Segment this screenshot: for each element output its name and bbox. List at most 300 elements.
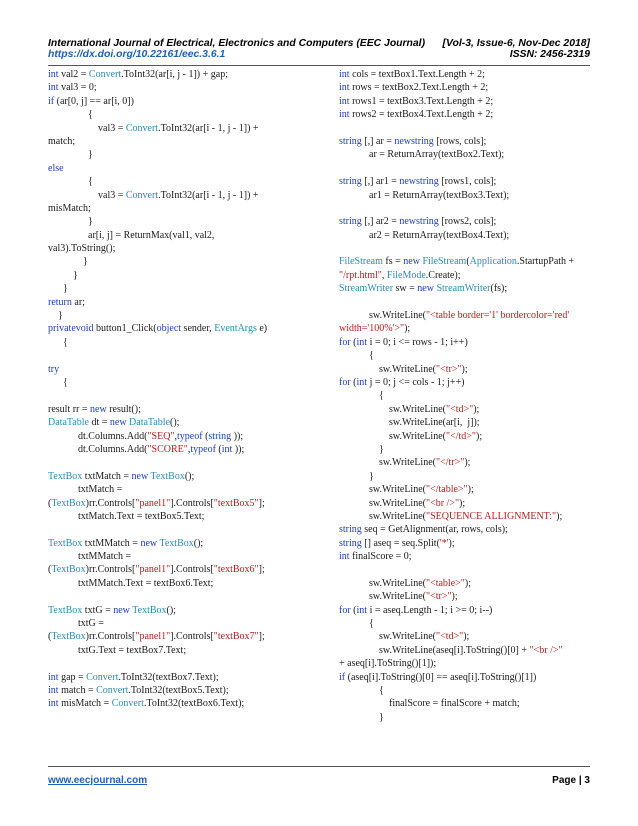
code-token: "SEQ" bbox=[147, 430, 175, 442]
code-line bbox=[339, 630, 609, 643]
code-token: sw.WriteLine( bbox=[339, 403, 446, 415]
code-token: } bbox=[48, 269, 78, 281]
journal-name: International Journal of Electrical, Electronics and Computers (EEC Journal) bbox=[48, 38, 426, 49]
code-token: new bbox=[403, 256, 420, 268]
code-token: finalScore = 0; bbox=[352, 551, 412, 563]
code-token: , bbox=[187, 443, 191, 455]
code-token: val3 = 0; bbox=[61, 82, 97, 94]
code-line bbox=[48, 309, 318, 322]
code-token: int bbox=[48, 69, 59, 80]
code-line bbox=[48, 349, 318, 362]
code-token: new bbox=[417, 283, 434, 295]
code-token: txtMatch = bbox=[48, 484, 123, 496]
code-line bbox=[48, 510, 318, 523]
code-token: ); bbox=[475, 430, 483, 442]
code-token: for bbox=[339, 376, 351, 388]
code-token: { bbox=[48, 336, 68, 348]
code-token: DataTable bbox=[129, 417, 170, 429]
journal-website-link[interactable]: www.eecjournal.com bbox=[48, 775, 148, 786]
code-token: sender, bbox=[183, 323, 215, 335]
code-token: (); bbox=[166, 604, 176, 616]
code-line bbox=[339, 456, 609, 469]
footer-rule bbox=[48, 766, 590, 767]
code-token: } bbox=[339, 711, 384, 723]
code-line bbox=[48, 81, 318, 94]
code-line bbox=[48, 389, 318, 402]
code-token: "</table>" bbox=[425, 484, 468, 496]
code-token: )rr.Controls[ bbox=[85, 497, 136, 509]
code-token: (); bbox=[193, 537, 204, 549]
code-token: txtMMatch = bbox=[48, 551, 132, 563]
code-line bbox=[339, 242, 609, 255]
code-token: } bbox=[48, 310, 63, 322]
code-line bbox=[48, 697, 318, 710]
code-token: (ar[0, j] == ar[i, 0]) bbox=[56, 95, 134, 107]
code-token: seq = GetAlignment(ar, rows, cols); bbox=[364, 524, 508, 536]
code-line bbox=[339, 697, 609, 710]
code-line bbox=[339, 363, 609, 376]
code-token: FileMode bbox=[386, 269, 426, 281]
code-token: result rr = bbox=[48, 403, 91, 415]
code-token: [rows2, cols]; bbox=[441, 216, 497, 228]
code-token: ]; bbox=[258, 631, 265, 643]
code-token: ( bbox=[353, 336, 357, 348]
code-token: "panel1" bbox=[135, 631, 171, 643]
code-token: string bbox=[339, 176, 362, 188]
code-line bbox=[48, 189, 318, 202]
code-token: [rows1, cols]; bbox=[441, 176, 497, 188]
code-line bbox=[48, 229, 318, 242]
code-token: txtG = bbox=[48, 618, 104, 630]
code-token: ); bbox=[467, 484, 474, 496]
code-line bbox=[339, 336, 609, 349]
code-token: ); bbox=[556, 510, 563, 522]
code-line bbox=[48, 148, 318, 161]
code-token: )); bbox=[234, 443, 245, 455]
code-line bbox=[339, 189, 609, 202]
code-line bbox=[48, 135, 318, 148]
code-token: int bbox=[48, 82, 59, 94]
code-line bbox=[48, 269, 318, 282]
code-line bbox=[48, 537, 318, 550]
code-token: Convert bbox=[88, 69, 122, 80]
code-token: TextBox bbox=[150, 470, 185, 482]
code-line bbox=[339, 510, 609, 523]
volume-label: [Vol-3, Issue-6, Nov-Dec 2018] bbox=[442, 38, 590, 49]
code-line bbox=[48, 336, 318, 349]
code-token: i = aseq.Length - 1; i >= 0; i--) bbox=[369, 604, 493, 616]
code-line bbox=[48, 577, 318, 590]
code-token: int bbox=[339, 69, 350, 80]
code-token: int bbox=[356, 336, 368, 348]
code-token: ( bbox=[466, 256, 470, 268]
code-line bbox=[48, 644, 318, 657]
code-line bbox=[339, 269, 609, 282]
code-token: "<tr>" bbox=[425, 591, 452, 603]
code-token: int bbox=[339, 95, 350, 107]
code-token: TextBox bbox=[48, 470, 83, 482]
code-line bbox=[48, 282, 318, 295]
code-line bbox=[339, 148, 609, 161]
code-line bbox=[48, 470, 318, 483]
code-token: else bbox=[48, 162, 64, 174]
code-token: ( bbox=[218, 443, 222, 455]
code-line bbox=[48, 443, 318, 456]
code-token: ); bbox=[459, 497, 466, 509]
code-token: Convert bbox=[125, 189, 159, 201]
code-column-right bbox=[339, 68, 609, 724]
code-token: ( bbox=[205, 430, 209, 442]
code-token: new bbox=[131, 470, 149, 482]
code-token: (); bbox=[184, 470, 195, 482]
code-token: )rr.Controls[ bbox=[85, 631, 136, 643]
code-token: gap = bbox=[61, 671, 87, 683]
code-token: val3).ToString(); bbox=[48, 243, 116, 255]
code-line bbox=[339, 590, 609, 603]
code-line bbox=[339, 470, 609, 483]
code-token: "panel1" bbox=[135, 497, 171, 509]
code-line bbox=[339, 215, 609, 228]
code-token: new bbox=[140, 537, 158, 549]
code-token: "textBox7" bbox=[213, 631, 259, 643]
code-token: string bbox=[208, 430, 232, 442]
code-line bbox=[339, 309, 609, 322]
code-token: misMatch = bbox=[61, 698, 112, 710]
code-token: "</tr>" bbox=[435, 457, 465, 469]
code-token: privatevoid bbox=[48, 323, 94, 335]
code-token: sw.WriteLine( bbox=[339, 591, 426, 603]
code-line bbox=[48, 523, 318, 536]
code-token: int bbox=[221, 443, 233, 455]
code-line bbox=[339, 537, 609, 550]
code-token: ); bbox=[464, 457, 471, 469]
code-token: .ToInt32(textBox7.Text); bbox=[118, 671, 219, 683]
code-token: dt.Columns.Add( bbox=[48, 430, 148, 442]
code-line bbox=[339, 122, 609, 135]
code-token: j = 0; j <= cols - 1; j++) bbox=[369, 376, 465, 388]
code-line bbox=[339, 443, 609, 456]
code-token: e) bbox=[259, 323, 268, 335]
code-token: newstring bbox=[399, 176, 439, 188]
code-token: sw.WriteLine( bbox=[339, 510, 426, 522]
code-line bbox=[48, 296, 318, 309]
code-line bbox=[339, 229, 609, 242]
code-token: TextBox bbox=[48, 604, 83, 616]
code-token: ar2 = ReturnArray(textBox4.Text); bbox=[339, 229, 510, 241]
code-token: typeof bbox=[177, 430, 203, 442]
code-token: dt.Columns.Add( bbox=[48, 443, 148, 455]
code-line bbox=[339, 202, 609, 215]
code-token: ); bbox=[461, 363, 468, 375]
code-token: sw.WriteLine( bbox=[339, 430, 446, 442]
code-token: } bbox=[339, 443, 384, 455]
code-token: ar = ReturnArray(textBox2.Text); bbox=[339, 149, 505, 161]
code-token: } bbox=[48, 256, 88, 268]
code-token: )); bbox=[233, 430, 244, 442]
code-token: [,] ar = bbox=[364, 135, 395, 147]
code-token: i = 0; i <= rows - 1; i++) bbox=[369, 336, 468, 348]
code-line bbox=[339, 95, 609, 108]
code-line bbox=[48, 684, 318, 697]
code-line bbox=[339, 296, 609, 309]
code-line bbox=[48, 563, 318, 576]
code-token: sw.WriteLine( bbox=[339, 457, 436, 469]
code-line bbox=[48, 376, 318, 389]
code-token: new bbox=[90, 403, 107, 415]
code-line bbox=[339, 684, 609, 697]
code-token: .ToInt32(textBox6.Text); bbox=[143, 698, 245, 710]
code-line bbox=[339, 430, 609, 443]
issue-info bbox=[443, 38, 590, 60]
code-line bbox=[48, 175, 318, 188]
code-token: newstring bbox=[394, 135, 434, 147]
code-token: int bbox=[48, 671, 59, 683]
code-line bbox=[339, 162, 609, 175]
code-token: dt = bbox=[91, 417, 110, 429]
code-line bbox=[48, 483, 318, 496]
code-token: txtG.Text = textBox7.Text; bbox=[48, 644, 187, 656]
code-line bbox=[339, 349, 609, 362]
code-token: + aseq[i].ToString()[1]); bbox=[339, 658, 437, 670]
code-token: result(); bbox=[109, 403, 141, 415]
code-line bbox=[339, 617, 609, 630]
code-line bbox=[48, 363, 318, 376]
code-token: txtMMatch = bbox=[84, 537, 141, 549]
code-token: { bbox=[48, 176, 93, 188]
code-token: width='100%'>" bbox=[339, 323, 405, 335]
code-token: int bbox=[356, 604, 368, 616]
code-line bbox=[339, 644, 609, 657]
code-token: { bbox=[339, 390, 384, 402]
code-line bbox=[48, 630, 318, 643]
code-line bbox=[339, 563, 609, 576]
code-token: EventArgs bbox=[214, 323, 257, 335]
code-token: string bbox=[339, 537, 362, 549]
code-token: finalScore = finalScore + match; bbox=[339, 698, 520, 710]
code-token: try bbox=[48, 363, 60, 375]
code-token: "<tr>" bbox=[435, 363, 462, 375]
code-line bbox=[339, 322, 609, 335]
code-token: "textBox6" bbox=[213, 564, 259, 576]
code-token: sw.WriteLine( bbox=[339, 577, 426, 589]
code-token: object bbox=[156, 323, 182, 335]
code-token: int bbox=[339, 109, 350, 121]
code-token: val3 = bbox=[48, 122, 126, 134]
code-token: ); bbox=[473, 403, 480, 415]
code-token: val3 = bbox=[48, 189, 126, 201]
code-line bbox=[48, 550, 318, 563]
code-token: val2 = bbox=[61, 69, 89, 80]
code-line bbox=[339, 483, 609, 496]
code-token: .StartupPath + bbox=[516, 256, 575, 268]
code-token: ); bbox=[448, 537, 455, 549]
code-line bbox=[339, 175, 609, 188]
code-token: [rows, cols]; bbox=[436, 135, 487, 147]
code-token: "<td>" bbox=[435, 631, 464, 643]
code-line bbox=[48, 416, 318, 429]
code-token: .ToInt32(textBox5.Text); bbox=[128, 684, 229, 696]
code-token: typeof bbox=[190, 443, 216, 455]
code-token: TextBox bbox=[48, 537, 83, 549]
code-token: ].Controls[ bbox=[170, 631, 214, 643]
code-line bbox=[339, 671, 609, 684]
code-token: ); bbox=[463, 631, 470, 643]
code-token: ( bbox=[48, 631, 52, 643]
code-token: } bbox=[48, 283, 68, 295]
code-token: .Create); bbox=[425, 269, 461, 281]
code-token: "SEQUENCE ALLIGNMENT:" bbox=[425, 510, 557, 522]
code-token: ]; bbox=[258, 497, 265, 509]
code-line bbox=[48, 162, 318, 175]
code-token: Convert bbox=[96, 684, 129, 696]
code-token: } bbox=[339, 470, 374, 482]
code-line bbox=[48, 202, 318, 215]
code-line bbox=[48, 430, 318, 443]
code-token: .ToInt32(ar[i - 1, j - 1]) + bbox=[158, 122, 259, 134]
code-token: TextBox bbox=[51, 497, 86, 509]
journal-title bbox=[48, 38, 425, 60]
code-token: "</td>" bbox=[445, 430, 476, 442]
code-token: "<table border='1' bordercolor='red' bbox=[425, 310, 570, 322]
code-token: "<br />" bbox=[425, 497, 460, 509]
code-line bbox=[48, 255, 318, 268]
code-line bbox=[339, 657, 609, 670]
code-token: ); bbox=[404, 323, 413, 335]
code-line bbox=[48, 497, 318, 510]
code-token: .ToInt32(ar[i, j - 1]) + gap; bbox=[121, 69, 228, 80]
code-line bbox=[48, 403, 318, 416]
code-line bbox=[339, 68, 609, 81]
code-token: TextBox bbox=[159, 537, 194, 549]
code-token: sw.WriteLine(aseq[i].ToString()[0] + bbox=[339, 644, 530, 656]
code-token: for bbox=[339, 604, 351, 616]
code-line bbox=[48, 590, 318, 603]
code-line bbox=[339, 255, 609, 268]
code-line bbox=[48, 122, 318, 135]
code-line bbox=[339, 81, 609, 94]
code-token: (); bbox=[170, 417, 180, 429]
code-line bbox=[339, 389, 609, 402]
code-line bbox=[339, 497, 609, 510]
page-number: Page | 3 bbox=[552, 775, 590, 786]
code-line bbox=[48, 617, 318, 630]
code-token: misMatch; bbox=[48, 202, 91, 214]
code-token: rows2 = textBox4.Text.Length + 2; bbox=[352, 109, 494, 121]
code-token: } bbox=[48, 149, 93, 161]
code-token: ].Controls[ bbox=[170, 497, 214, 509]
code-line bbox=[339, 550, 609, 563]
code-token: TextBox bbox=[51, 631, 86, 643]
code-token: "<table>" bbox=[425, 577, 465, 589]
code-token: if bbox=[48, 95, 55, 107]
code-token: ]; bbox=[258, 564, 265, 576]
code-token: { bbox=[48, 109, 93, 121]
code-token: sw.WriteLine( bbox=[339, 310, 426, 322]
code-token: rows1 = textBox3.Text.Length + 2; bbox=[352, 95, 494, 107]
code-token: [,] ar1 = bbox=[364, 176, 400, 188]
code-token: "<br />" bbox=[529, 644, 563, 656]
code-line bbox=[339, 376, 609, 389]
code-token: for bbox=[339, 336, 351, 348]
code-token: Application bbox=[469, 256, 517, 268]
code-line bbox=[48, 108, 318, 121]
code-token: int bbox=[48, 684, 59, 696]
code-token: ); bbox=[451, 591, 458, 603]
code-line bbox=[339, 282, 609, 295]
code-token: ar1 = ReturnArray(textBox3.Text); bbox=[339, 189, 510, 201]
code-token: StreamWriter bbox=[339, 283, 394, 295]
code-token: TextBox bbox=[132, 604, 167, 616]
code-token: [] aseq = seq.Split( bbox=[364, 537, 440, 549]
code-token: sw.WriteLine(ar[i, j]); bbox=[339, 417, 480, 429]
issn-label: ISSN: 2456-2319 bbox=[509, 49, 590, 60]
code-token: } bbox=[48, 216, 93, 228]
code-line bbox=[48, 657, 318, 670]
code-token: string bbox=[339, 216, 362, 228]
code-token: fs = bbox=[385, 256, 404, 268]
code-token: ( bbox=[353, 376, 357, 388]
code-token: Convert bbox=[125, 122, 159, 134]
code-token: sw.WriteLine( bbox=[339, 631, 436, 643]
code-line bbox=[48, 322, 318, 335]
code-token: string bbox=[339, 135, 362, 147]
code-token: "panel1" bbox=[135, 564, 171, 576]
code-token: int bbox=[48, 698, 59, 710]
code-token: (fs); bbox=[490, 283, 508, 295]
code-token: txtG = bbox=[84, 604, 114, 616]
code-token: FileStream bbox=[422, 256, 467, 268]
code-token: (aseq[i].ToString()[0] == aseq[i].ToString()[1]) bbox=[347, 671, 537, 683]
code-line bbox=[48, 456, 318, 469]
code-line bbox=[339, 604, 609, 617]
code-token: TextBox bbox=[51, 564, 86, 576]
code-token: sw.WriteLine( bbox=[339, 484, 426, 496]
code-token: , bbox=[381, 269, 387, 281]
code-token: DataTable bbox=[48, 417, 89, 429]
code-token: txtMatch = bbox=[84, 470, 132, 482]
code-token: ].Controls[ bbox=[170, 564, 214, 576]
code-token: , bbox=[174, 430, 178, 442]
code-token: sw.WriteLine( bbox=[339, 497, 426, 509]
code-line bbox=[48, 95, 318, 108]
code-token: '*' bbox=[439, 537, 449, 549]
code-token: ( bbox=[48, 497, 52, 509]
code-line bbox=[48, 242, 318, 255]
code-token: )rr.Controls[ bbox=[85, 564, 136, 576]
code-token: return bbox=[48, 296, 72, 308]
code-token: ( bbox=[48, 564, 52, 576]
code-token: int bbox=[339, 551, 350, 563]
code-token: int bbox=[356, 376, 368, 388]
code-token: rows = textBox2.Text.Length + 2; bbox=[352, 82, 489, 94]
code-line bbox=[48, 68, 318, 81]
code-token: int bbox=[339, 82, 350, 94]
code-token: sw.WriteLine( bbox=[339, 363, 436, 375]
code-token: Convert bbox=[111, 698, 144, 710]
code-token: { bbox=[48, 376, 68, 388]
code-line bbox=[339, 416, 609, 429]
doi-link[interactable]: https://dx.doi.org/10.22161/eec.3.6.1 bbox=[48, 49, 226, 60]
code-line bbox=[339, 711, 609, 724]
code-token: FileStream bbox=[339, 256, 383, 268]
code-token: "/rpt.html" bbox=[339, 269, 382, 281]
code-line bbox=[48, 671, 318, 684]
code-token: ( bbox=[353, 604, 357, 616]
code-token: sw = bbox=[395, 283, 418, 295]
code-line bbox=[339, 108, 609, 121]
code-token: [,] ar2 = bbox=[364, 216, 400, 228]
code-token: .ToInt32(ar[i - 1, j - 1]) + bbox=[158, 189, 259, 201]
